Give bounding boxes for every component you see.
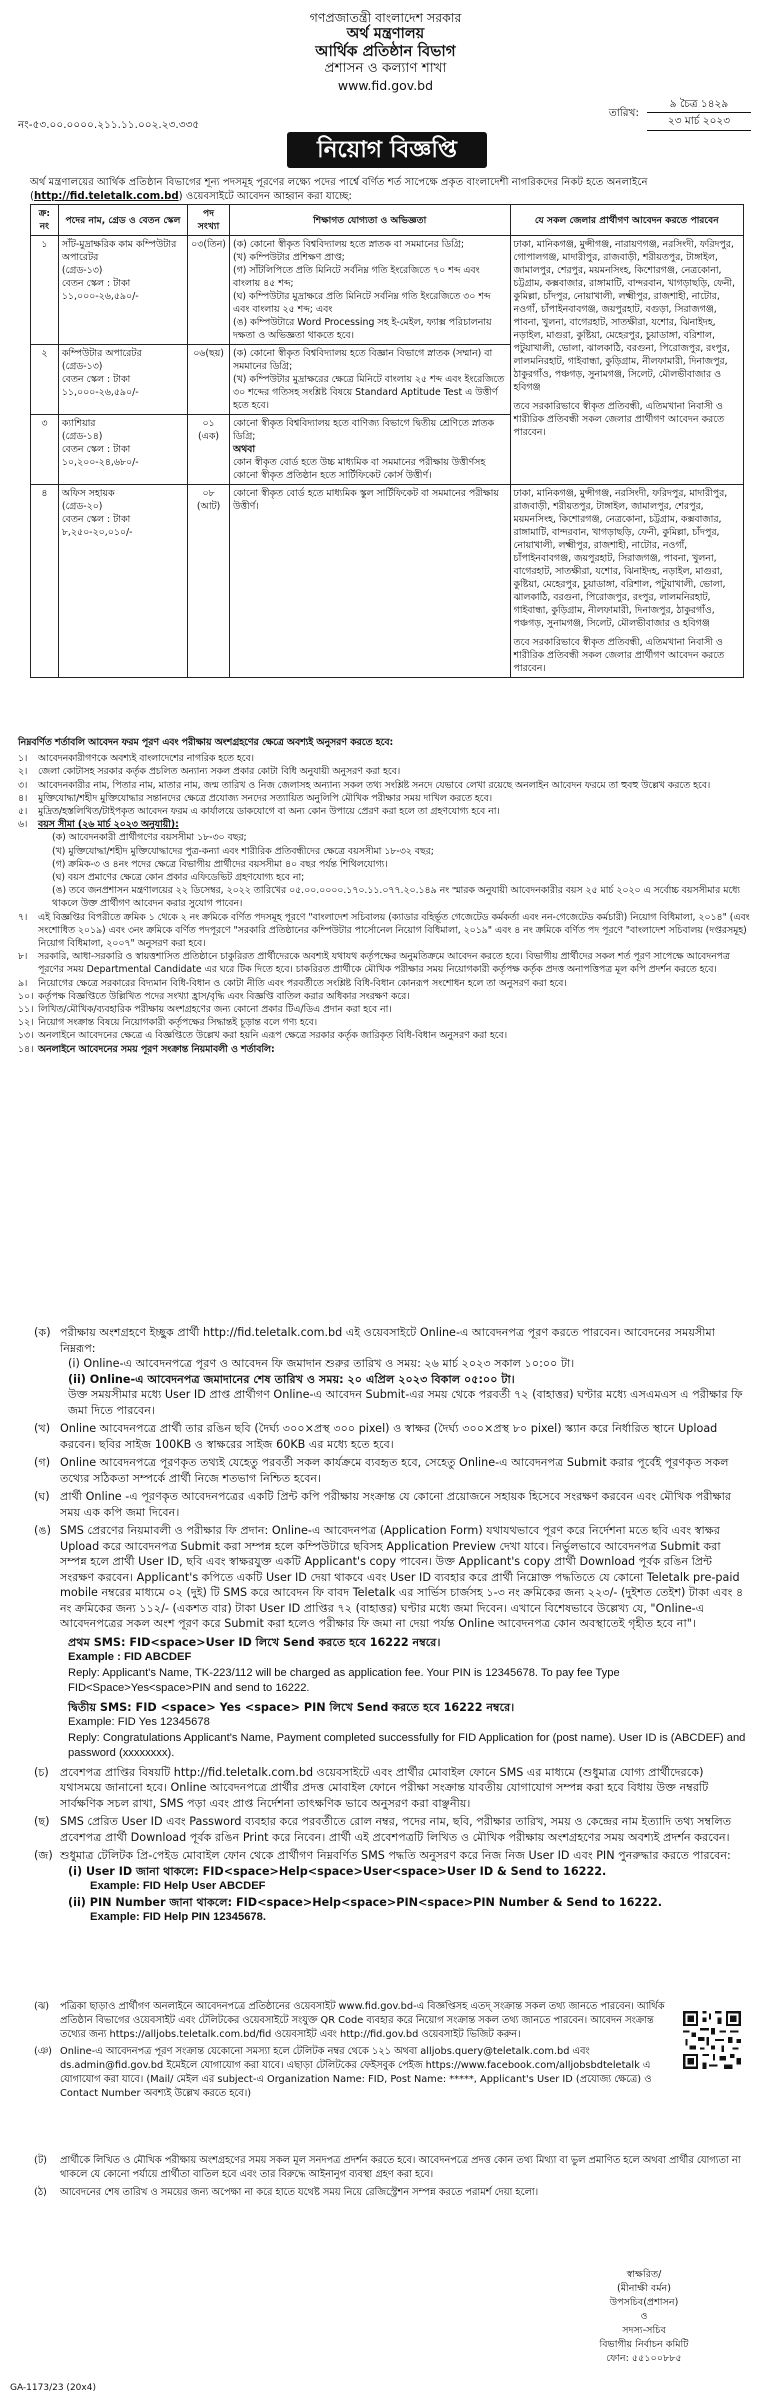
footer-code: GA-1173/23 (20x4): [10, 2383, 96, 2393]
row-sl: ১: [31, 236, 59, 345]
list-item: ১। আবেদনকারীগণকে অবশ্যই বাংলাদেশের নাগরিক হতে হবে।: [18, 753, 254, 765]
signatory-name: (মীনাক্ষী বর্মন): [616, 2283, 672, 2294]
list-item: ৮। সরকারি, আধা-সরকারি ও স্বায়ত্তশাসিত প্রতিষ্ঠানে চাকুরিরত প্রার্থীদেরকে অবশ্যই যথাযথ কর্তৃপক্ষের অনুমতিক্রমে আবেদন করতে হবে। বিভাগীয় প্রার্থীদের সকল শর্ত পূরণ সাপেক্ষে আবেদনপত্র পূরণের সময় Departmental Candidate এর ঘরে টিক দিতে হবে। চাকরিরত প্রার্থীকে মৌখিক পরীক্ষার সময় নিয়োগকারী কর্তৃপক্ষ কর্তৃক প্রদত্ত অনাপত্তিপত্র মূল কপি প্রদর্শন করতে হবে।: [18, 951, 730, 976]
notice-title: নিয়োগ বিজ্ঞপ্তি: [287, 132, 487, 168]
rule-nio: (ঞ) Online-এ আবেদনপত্র পূরণ সংক্রান্ত যেকোনো সমস্যা হলে টেলিটক নম্বর থেকে ১২১ অথবা alljobs.query@teletalk.com.bd এবং ds.admin@fid.gov.bd ইমেইলে যোগাযোগ করা যাবে। এছাড়া টেলিটকের ফেইসবুক পেইজ https://www.facebook.com/alljobsbdteletalk এ যোগাযোগ করা যাবে। (Mail/ মেইল এর subject-এ Organization Name: FID, Post Name: *****, Applicant's User ID (প্রযোজ্য ক্ষেত্রে) ও Contact Number অবশ্যই উল্লেখ করতে হবে।): [34, 2046, 652, 2099]
col-header-qualification: শিক্ষাগত যোগ্যতা ও অভিজ্ঞতা: [229, 205, 510, 236]
list-item: ৭। এই বিজ্ঞপ্তির বিপরীতে ক্রমিক ১ থেকে ২ নং ক্রমিকে বর্ণিত পদসমূহ পূরণে "বাংলাদেশ সচিবালয় (ক্যাডার বহির্ভূত গেজেটেড কর্মকর্তা এবং নন-গেজেটেড কর্মচারী) নিয়োগ বিধিমালা, ২০১৪" (এবং সংশোধিত ২০১৯) এবং ৩নং ক্রমিকে বর্ণিত পদপূরণে "সরকারি প্রতিষ্ঠানের কম্পিউটার পার্সোনেল নিয়োগ বিধিমালা, ২০১৯" এবং ৪ নং ক্রমিকে বর্ণিত পদ পূরণে "বাংলাদেশ সচিবালয় (দপ্তরসমূহ) নিয়োগ বিধিমালা, ২০০৭" অনুসরণ করা হবে।: [18, 911, 750, 950]
signatory-and: ও: [640, 2311, 648, 2322]
intro-link[interactable]: http://fid.teletalk.com.bd: [33, 191, 179, 202]
rule-k1: (i) Online-এ আবেদনপত্রে পূরণ ও আবেদন ফি জমাদান শুরুর তারিখ ও সময়: ২৬ মার্চ ২০২৩ সকাল ১০:০০ টা।: [68, 1357, 575, 1370]
table-row: [31, 485, 744, 678]
rule-k: (ক) পরীক্ষায় অংশগ্রহণে ইচ্ছুক প্রার্থী http://fid.teletalk.com.bd এই ওয়েবসাইটে Online-এ আবেদনপত্র পূরণ করতে পারবেন। আবেদনের সময়সীমা নিম্নরূপ:: [34, 1326, 715, 1355]
sms-reply-2: Reply: Congratulations Applicant's Name, Payment completed successfully for FID Application for (post name). User ID is (ABCDEF) and password (xxxxxxxx).: [68, 1731, 746, 1759]
final-rules: [34, 2154, 746, 2200]
age-limit: ৬। বয়স সীমা (২৬ মার্চ ২০২৩ অনুযায়ী):: [18, 819, 179, 831]
row-count: ০৩(তিন): [188, 236, 230, 345]
recover-userid: (i) User ID জানা থাকলে: FID<space>Help<space>User<space>User ID & Send to 16222.: [68, 1864, 607, 1878]
recover-pin-example: Example: FID Help PIN 12345678.: [90, 1911, 266, 1923]
col-header-count: পদ সংখ্যা: [188, 205, 230, 236]
online-rules-tail: [34, 2000, 670, 2101]
vacancy-table: [30, 204, 744, 678]
date-block: [609, 96, 751, 131]
conditions-section: [18, 736, 752, 1056]
row-count: ০৮ (আট): [188, 485, 230, 678]
rule-ch: (চ) প্রবেশপত্র প্রাপ্তির বিষয়টি http://fid.teletalk.com.bd ওয়েবসাইটে এবং প্রার্থীর মোবাইল ফোনে SMS এর মাধ্যমে (শুধুমাত্র যোগ্য প্রার্থীদেরকে) যথাসময়ে জানানো হবে। Online আবেদনপত্রে প্রার্থীর প্রদত্ত মোবাইল ফোনে পরীক্ষা সংক্রান্ত যাবতীয় যোগাযোগ সম্পন্ন করা হবে বিধায় উক্ত নম্বরটি সার্বক্ষণিক সচল রাখা, SMS পড়া এবং প্রাপ্ত নির্দেশনা তাৎক্ষণিক ভাবে অনুসরণ করা বাঞ্ছনীয়।: [34, 1765, 709, 1810]
sms-reply-1: Reply: Applicant's Name, TK-223/112 will be charged as application fee. Your PIN is 12345678. To pay fee Type FID<Space>Yes<space>PIN and send to 16222.: [68, 1666, 620, 1694]
govt-header: [18, 9, 753, 94]
rule-jh: (ঝ) পত্রিকা ছাড়াও প্রার্থীগণ অনলাইনে আবেদনপত্রে প্রতিষ্ঠানের ওয়েবসাইট www.fid.gov.bd-এ বিজ্ঞপ্তিসহ এতদ্ সংক্রান্ত সকল তথ্য জানতে পারবেন। আর্থিক প্রতিষ্ঠান বিভাগের ওয়েবসাইট এবং টেলিটকের ওয়েবসাইটে সংযুক্ত QR Code ব্যবহার করে নিয়োগ সংক্রান্ত সকল তথ্য জানতে পারবেন। আবেদন সংক্রান্ত তথ্যের জন্য https://alljobs.teletalk.com.bd/fid ওয়েবসাইট এবং http://fid.gov.bd ওয়েবসাইট ভিজিট করুন।: [34, 2001, 665, 2040]
date-english: ২৩ মার্চ ২০২৩: [647, 113, 751, 130]
row-qualification: (ক) কোনো স্বীকৃত বিশ্ববিদ্যালয় হতে স্নাতক বা সমমানের ডিগ্রি; (খ) কম্পিউটার প্রশিক্ষণ প্রাপ্ত; (গ) সাঁটলিপিতে প্রতি মিনিটে সর্বনিম্ন গতি ইংরেজিতে ৭০ শব্দ এবং বাংলায় ৪৫ শব্দ; (ঘ) কম্পিউটার মুদ্রাক্ষরে প্রতি মিনিটে সর্বনিম্ন গতি ইংরেজিতে ৩০ শব্দ এবং বাংলায় ২৫ শব্দ; এবং (ঙ) কম্পিউটারে Word Processing সহ ই-মেইল, ফ্যাক্স পরিচালনায় দক্ষতা ও অভিজ্ঞতা থাকতে হবে।: [229, 236, 510, 345]
row-sl: ২: [31, 345, 59, 415]
row-qualification: কোনো স্বীকৃত বিশ্ববিদ্যালয় হতে বাণিজ্য বিভাগে দ্বিতীয় শ্রেণিতে স্নাতক ডিগ্রি; অথবা কোন স্বীকৃত বোর্ড হতে উচ্চ মাধ্যমিক বা সমমানের পরীক্ষায় উত্তীর্ণসহ কোনো স্বীকৃত প্রতিষ্ঠান হতে সার্টিফিকেট কোর্স উত্তীর্ণ।: [229, 415, 510, 485]
row-sl: ৪: [31, 485, 59, 678]
header-website[interactable]: www.fid.gov.bd: [337, 78, 434, 93]
table-row: [31, 236, 744, 345]
signatory-role: সদস্য-সচিব: [622, 2325, 666, 2336]
rule-gh: (ঘ) প্রার্থী Online -এ পূরণকৃত আবেদনপত্রের একটি প্রিন্ট কপি পরীক্ষায় সংক্রান্ত যে কোনো প্রয়োজনে সহায়ক হিসেবে সংরক্ষণ করবেন এবং মৌখিক পরীক্ষার সময় এক কপি জমা দিবেন।: [34, 1490, 732, 1519]
recover-pin: (ii) PIN Number জানা থাকলে: FID<space>Help<space>PIN<space>PIN Number & Send to 16222.: [68, 1895, 663, 1909]
row-districts-a: ঢাকা, মানিকগঞ্জ, মুন্সীগঞ্জ, নারায়ণগঞ্জ, নরসিংদী, ফরিদপুর, গোপালগঞ্জ, মাদারীপুর, রাজবাড়ী, শরীয়তপুর, টাঙ্গাইল, জামালপুর, শেরপুর, ময়মনসিংহ, কিশোরগঞ্জ, নেত্রকোনা, চট্টগ্রাম, কক্সবাজার, রাঙ্গামাটি, বান্দরবান, খাগড়াছড়ি, ফেনী, কুমিল্লা, চাঁদপুর, নোয়াখালী, লক্ষ্মীপুর, রাজশাহী, নাটোর, নওগাঁ, চাঁপাইনবাবগঞ্জ, জয়পুরহাট, বগুড়া, সিরাজগঞ্জ, পাবনা, খুলনা, বাগেরহাট, সাতক্ষীরা, যশোর, ঝিনাইদহ, নড়াইল, মাগুরা, কুষ্টিয়া, মেহেরপুর, চুয়াডাঙ্গা, বরিশাল, পটুয়াখালী, ভোলা, ঝালকাঠি, বরগুনা, পিরোজপুর, রংপুর, লালমনিরহাট, গাইবান্ধা, কুড়িগ্রাম, নীলফামারী, দিনাজপুর, ঠাকুরগাঁও, পঞ্চগড়, সুনামগঞ্জ, সিলেট, মৌলভীবাজার ও হবিগঞ্জ তবে সরকারিভাবে স্বীকৃত প্রতিবন্ধী, এতিমখানা নিবাসী ও শারীরিক প্রতিবন্ধী সকল জেলার প্রার্থীগণ আবেদন করতে পারবেন।: [510, 236, 743, 485]
rule-t: (ট) প্রার্থীকে লিখিত ও মৌখিক পরীক্ষায় অংশগ্রহণের সময় সকল মূল সনদপত্র প্রদর্শন করতে হবে। আবেদনপত্রে প্রদত্ত কোন তথ্য মিথ্যা বা ভুল প্রমাণিত হলে অথবা প্রার্থীর যোগ্যতা না থাকলে যে কোনো পর্যায়ে প্রার্থীতা বাতিল হবে এবং তার বিরুদ্ধে আইনানুগ ব্যবস্থা গ্রহণ করা হবে।: [34, 2155, 741, 2180]
list-item: ১০। কর্তৃপক্ষ বিজ্ঞপ্তিতে উল্লিখিত পদের সংখ্যা হ্রাস/বৃদ্ধি এবং বিজ্ঞপ্তি বাতিল করার অধিকার সংরক্ষণ করে।: [18, 990, 410, 1002]
row-post: কম্পিউটার অপারেটর (গ্রেড-১৩) বেতন স্কেল : টাকা ১১,০০০-২৬,৫৯০/-: [58, 345, 187, 415]
qr-code-icon[interactable]: [681, 2009, 743, 2071]
age-item: (গ) ক্রমিক-৩ ও ৪নং পদের ক্ষেত্রে বিভাগীয় প্রার্থীদের বয়সসীমা ৪০ বছর পর্যন্ত শিথিলযোগ্য।: [52, 858, 388, 870]
sms-first: প্রথম SMS: FID<space>User ID লিখে Send করতে হবে 16222 নম্বরে।: [68, 1635, 441, 1649]
conditions-heading: নিম্নবর্ণিত শর্তাবলি আবেদন ফরম পূরণ এবং পরীক্ষায় অংশগ্রহণের ক্ষেত্রে অবশ্যই অনুসরণ করতে হবে:: [18, 737, 394, 748]
intro-text-end: ) ওয়েবসাইটে আবেদন আহ্বান করা যাচ্ছে:: [178, 191, 352, 202]
col-header-sl: ক্র: নং: [31, 205, 59, 236]
online-rules: [34, 1325, 746, 1926]
age-item: (ক) আবেদনকারী প্রার্থীগণের বয়সসীমা ১৮-৩০ বছর;: [52, 832, 247, 844]
rule-g: (গ) Online আবেদনপত্রে পূরণকৃত তথ্যই যেহেতু পরবর্তী সকল কার্যক্রমে ব্যবহৃত হবে, সেহেতু Online-এ আবেদনপত্র Submit করার পূর্বেই পূরণকৃত সকল তথ্যের সঠিকতা সম্পর্কে প্রার্থী নিজে শতভাগ নিশ্চিত হবেন।: [34, 1456, 729, 1485]
header-ministry: অর্থ মন্ত্রণালয়: [346, 26, 425, 42]
header-section: প্রশাসন ও কল্যাণ শাখা: [324, 60, 447, 76]
age-item: (ঘ) বয়স প্রমাণের ক্ষেত্রে কোন প্রকার এফিডেভিট গ্রহণযোগ্য হবে না;: [52, 872, 305, 884]
col-header-post: পদের নাম, গ্রেড ও বেতন স্কেল: [58, 205, 187, 236]
row-sl: ৩: [31, 415, 59, 485]
sms-example-2: Example: FID Yes 12345678: [68, 1716, 210, 1728]
rule-ng: (ঙ) SMS প্রেরণের নিয়মাবলী ও পরীক্ষার ফি প্রদান: Online-এ আবেদনপত্র (Application Form) যথাযথভাবে পূরণ করে নির্দেশনা মতে ছবি এবং স্বাক্ষর Upload করে আবেদনপত্র Submit করা সম্পন্ন হলে কম্পিউটারে ছবিসহ Application Preview দেখা যাবে। নির্ভুলভাবে আবেদনপত্র Submit করা সম্পন্ন হলে প্রার্থী User ID, ছবি এবং স্বাক্ষরযুক্ত একটি Applicant's copy পাবেন। উক্ত Applicant's copy প্রার্থী Download পূর্বক রঙিন প্রিন্ট সংরক্ষণ করবেন। Applicant's কপিতে একটি User ID দেয়া থাকবে এবং User ID ব্যবহার করে প্রার্থী নিম্নোক্ত পদ্ধতিতে যে কোনো Teletalk pre-paid mobile নম্বরের মাধ্যমে ০২ (দুই) টি SMS করে আবেদন ফি বাবদ Teletalk এর সার্ভিস চার্জসহ ১-৩ নং ক্রমিকের জন্য ২২৩/- (দুইশত তেইশ) টাকা এবং ৪ নং ক্রমিকের জন্য ১১২/- (একশত বার) টাকা User ID প্রাপ্তির ৭২ (বাহাত্তর) ঘণ্টার মধ্যে জমা দিবেন। এখানে বিশেষভাবে উল্লেখ্য যে, "Online-এ আবেদনপত্রের সকল অংশ পূরণ করে Submit করা হলেও পরীক্ষার ফি জমা না দেয়া পর্যন্ত Online আবেদনপত্র কোন অবস্থাতেই গৃহীত হবে না"।: [34, 1524, 744, 1630]
signatory-phone: ফোন: ৫৫১০০৮৮৫: [606, 2353, 682, 2364]
signature-block: [559, 2268, 729, 2366]
rule-k3: উক্ত সময়সীমার মধ্যে User ID প্রাপ্ত প্রার্থীগণ Online-এ আবেদন Submit-এর সময় থেকে পরবর্তী ৭২ (বাহাত্তর) ঘণ্টার মধ্যে এসএমএস এ পরীক্ষার ফি জমা দিতে পারবেন।: [68, 1388, 743, 1417]
date-bengali: ৯ চৈত্র ১৪২৯: [647, 96, 751, 113]
col-header-districts: যে সকল জেলার প্রার্থীগণ আবেদন করতে পারবেন: [510, 205, 743, 236]
list-item: ২। জেলা কোটাসহ সরকার কর্তৃক প্রচলিত অন্যান্য সকল প্রকার কোটা বিধি অনুযায়ী অনুসরণ করা হবে।: [18, 766, 401, 778]
age-item: (খ) মুক্তিযোদ্ধা/শহীদ মুক্তিযোদ্ধাদের পুত্র-কন্যা এবং শারীরিক প্রতিবন্ধীদের ক্ষেত্রে বয়সসীমা ১৮-৩২ বছর;: [52, 845, 434, 857]
row-post: অফিস সহায়ক (গ্রেড-২০) বেতন স্কেল : টাকা ৮,২৫০-২০,০১০/-: [58, 485, 187, 678]
row-count: ০১ (এক): [188, 415, 230, 485]
table-header-row: [31, 205, 744, 236]
list-item: ১৩। অনলাইনে আবেদনের ক্ষেত্রে এ বিজ্ঞপ্তিতে উল্লেখ করা হয়নি এরূপ ক্ষেত্রে সরকার কর্তৃক জারিকৃত বিধি-বিধান অনুসরণ করা হবে।: [18, 1030, 508, 1042]
header-govt: গণপ্রজাতন্ত্রী বাংলাদেশ সরকার: [309, 10, 462, 25]
signatory-committee: বিভাগীয় নির্বাচন কমিটি: [599, 2339, 689, 2350]
rule-k2: (ii) Online-এ আবেদনপত্র জমাদানের শেষ তারিখ ও সময়: ২০ এপ্রিল ২০২৩ বিকাল ০৫:০০ টা।: [68, 1372, 515, 1386]
date-label: তারিখ:: [608, 107, 639, 120]
intro-paragraph: [30, 176, 742, 204]
online-rules-heading: ১৪। অনলাইনে আবেদনের সময় পূরণ সংক্রান্ত নিয়মাবলী ও শর্তাবলি:: [18, 1043, 275, 1055]
row-post: সাঁট-মুদ্রাক্ষরিক কাম কম্পিউটার অপারেটর (গ্রেড-১৩) বেতন স্কেল : টাকা ১১,০০০-২৬,৫৯০/-: [58, 236, 187, 345]
signed-mark: স্বাক্ষরিত/: [626, 2269, 662, 2280]
row-count: ০৬(ছয়): [188, 345, 230, 415]
list-item: ৩। আবেদনকারীর নাম, পিতার নাম, মাতার নাম, জন্ম তারিখ ও নিজ জেলাসহ অন্যান্য সকল তথ্য সংশ্লিষ্ট সনদে যেভাবে লেখা রয়েছে অনলাইন আবেদন ফরমে তা হুবহু উল্লেখ করতে হবে।: [18, 779, 711, 791]
list-item: ১১। লিখিত/মৌখিক/ব্যবহারিক পরীক্ষায় অংশগ্রহণের জন্য কোনো প্রকার টিএ/ডিএ প্রদান করা হবে না।: [18, 1004, 392, 1016]
list-item: ১২। নিয়োগ সংক্রান্ত বিষয়ে নিয়োগকারী কর্তৃপক্ষের সিদ্ধান্তই চূড়ান্ত বলে গণ্য হবে।: [18, 1017, 318, 1029]
age-item: (ঙ) তবে জনপ্রশাসন মন্ত্রণালয়ের ২২ ডিসেম্বর, ২০২২ তারিখের ০৫.০০.০০০০.১৭০.১১.০৭৭.২০.১৪৯ নং স্মারক অনুযায়ী আবেদনকারীর বয়স ২৫ মার্চ ২০২০ এ সর্বোচ্চ বয়সসীমার মধ্যে থাকলে উক্ত প্রার্থীগণ আবেদন করার সুযোগ পাবেন।: [52, 885, 741, 910]
sms-example-1: Example : FID ABCDEF: [68, 1651, 192, 1663]
signatory-designation: উপসচিব(প্রশাসন): [609, 2297, 679, 2308]
list-item: ৫। মুদ্রিত/হস্তলিখিত/টাইপকৃত আবেদন ফরম এ কার্যালয়ে ডাকযোগে বা অন্য কোন উপায়ে প্রেরণ করা হলে তা গ্রহণযোগ্য হবে না।: [18, 806, 500, 818]
rule-chh: (ছ) SMS প্রেরিত User ID এবং Password ব্যবহার করে পরবর্তীতে রোল নম্বর, পদের নাম, ছবি, পরীক্ষার তারিখ, সময় ও কেন্দ্রের নাম ইত্যাদি তথ্য সম্বলিত প্রবেশপত্র প্রার্থী Download পূর্বক রঙিন Print করে নিবেন। প্রার্থী এই প্রবেশপত্রটি লিখিত ও মৌখিক পরীক্ষায় অংশগ্রহণের সময় অবশ্যই প্রদর্শন করবেন।: [34, 1815, 732, 1844]
rule-th: (ঠ) আবেদনের শেষ তারিখ ও সময়ের জন্য অপেক্ষা না করে হাতে যথেষ্ট সময় নিয়ে রেজিস্ট্রেশন সম্পন্ন করতে পরামর্শ দেয়া হলো।: [34, 2187, 539, 2198]
recover-userid-example: Example: FID Help User ABCDEF: [90, 1880, 266, 1892]
rule-kh: (খ) Online আবেদনপত্রে প্রার্থী তার রঙিন ছবি (দৈর্ঘ্য ৩০০×প্রস্থ ৩০০ pixel) ও স্বাক্ষর (দৈর্ঘ্য ৩০০×প্রস্থ ৮০ pixel) স্ক্যান করে নির্ধারিত স্থানে Upload করবেন। ছবির সাইজ 100KB ও স্বাক্ষরের সাইজ 60KB এর মধ্যে হতে হবে।: [34, 1422, 718, 1451]
row-post: ক্যাশিয়ার (গ্রেড-১৪) বেতন স্কেল : টাকা ১০,২০০-২৪,৬৮০/-: [58, 415, 187, 485]
memo-number: নং-৫৩.০০.০০০০.২১১.১১.০০২.২৩.৩৩৫: [18, 119, 200, 131]
sms-second: দ্বিতীয় SMS: FID <space> Yes <space> PIN লিখে Send করতে হবে 16222 নম্বরে।: [68, 1700, 515, 1714]
list-item: ৪। মুক্তিযোদ্ধা/শহীদ মুক্তিযোদ্ধার সন্তানদের ক্ষেত্রে প্রযোজ্য সনদের সত্যায়িত অনুলিপি মৌখিক পরীক্ষার সময় দাখিল করতে হবে।: [18, 792, 493, 804]
row-qualification: কোনো স্বীকৃত বোর্ড হতে মাধ্যমিক স্কুল সার্টিফিকেট বা সমমানের পরীক্ষায় উত্তীর্ণ।: [229, 485, 510, 678]
rule-j: (জ) শুধুমাত্র টেলিটক প্রি-পেইড মোবাইল ফোন থেকে প্রার্থীগণ নিম্নবর্ণিত SMS পদ্ধতি অনুসরণ করে নিজ নিজ User ID এবং PIN পুনরুদ্ধার করতে পারবেন:: [34, 1849, 731, 1862]
header-division: আর্থিক প্রতিষ্ঠান বিভাগ: [315, 42, 456, 60]
intro-text: অর্থ মন্ত্রণালয়ের আর্থিক প্রতিষ্ঠান বিভাগের শূন্য পদসমূহ পূরণের লক্ষ্যে পদের পার্শ্বে বর্ণিত শর্ত সাপেক্ষে প্রকৃত বাংলাদেশী নাগরিকদের নিকট হতে অনলাইনে (: [30, 177, 648, 202]
row-districts-b: ঢাকা, মানিকগঞ্জ, মুন্সীগঞ্জ, নরসিংদী, ফরিদপুর, মাদারীপুর, রাজবাড়ী, শরীয়তপুর, টাঙ্গাইল, জামালপুর, শেরপুর, ময়মনসিংহ, কিশোরগঞ্জ, নেত্রকোনা, চট্টগ্রাম, কক্সবাজার, রাঙ্গামাটি, বান্দরবান, খাগড়াছড়ি, ফেনী, কুমিল্লা, চাঁদপুর, নোয়াখালী, লক্ষ্মীপুর, রাজশাহী, নাটোর, নওগাঁ, চাঁপাইনবাবগঞ্জ, জয়পুরহাট, সিরাজগঞ্জ, পাবনা, খুলনা, বাগেরহাট, সাতক্ষীরা, যশোর, ঝিনাইদহ, নড়াইল, মাগুরা, কুষ্টিয়া, মেহেরপুর, চুয়াডাঙ্গা, বরিশাল, পটুয়াখালী, ভোলা, ঝালকাঠি, বরগুনা, পিরোজপুর, রংপুর, লালমনিরহাট, গাইবান্ধা, কুড়িগ্রাম, নীলফামারী, দিনাজপুর, ঠাকুরগাঁও, পঞ্চগড়, সুনামগঞ্জ, সিলেট, মৌলভীবাজার ও হবিগঞ্জ তবে সরকারিভাবে স্বীকৃত প্রতিবন্ধী, এতিমখানা নিবাসী ও শারীরিক প্রতিবন্ধী সকল জেলার প্রার্থীগণ আবেদন করতে পারবেন।: [510, 485, 743, 678]
row-qualification: (ক) কোনো স্বীকৃত বিশ্ববিদ্যালয় হতে বিজ্ঞান বিভাগে স্নাতক (সম্মান) বা সমমানের ডিগ্রি; (খ) কম্পিউটার মুদ্রাক্ষরের ক্ষেত্রে মিনিটে বাংলায় ২৫ শব্দ এবং ইংরেজিতে ৩০ শব্দের গতিসহ সংশ্লিষ্ট বিষয়ে Standard Aptitude Test এ উত্তীর্ণ হতে হবে।: [229, 345, 510, 415]
list-item: ৯। নিয়োগের ক্ষেত্রে সরকারের বিদ্যমান বিধি-বিধান ও কোটা নীতি এবং পরবর্তীতে সংশ্লিষ্ট বিধি-বিধান কোনরূপ সংশোধন হলে তা অনুসরণ করা হবে।: [18, 977, 567, 989]
